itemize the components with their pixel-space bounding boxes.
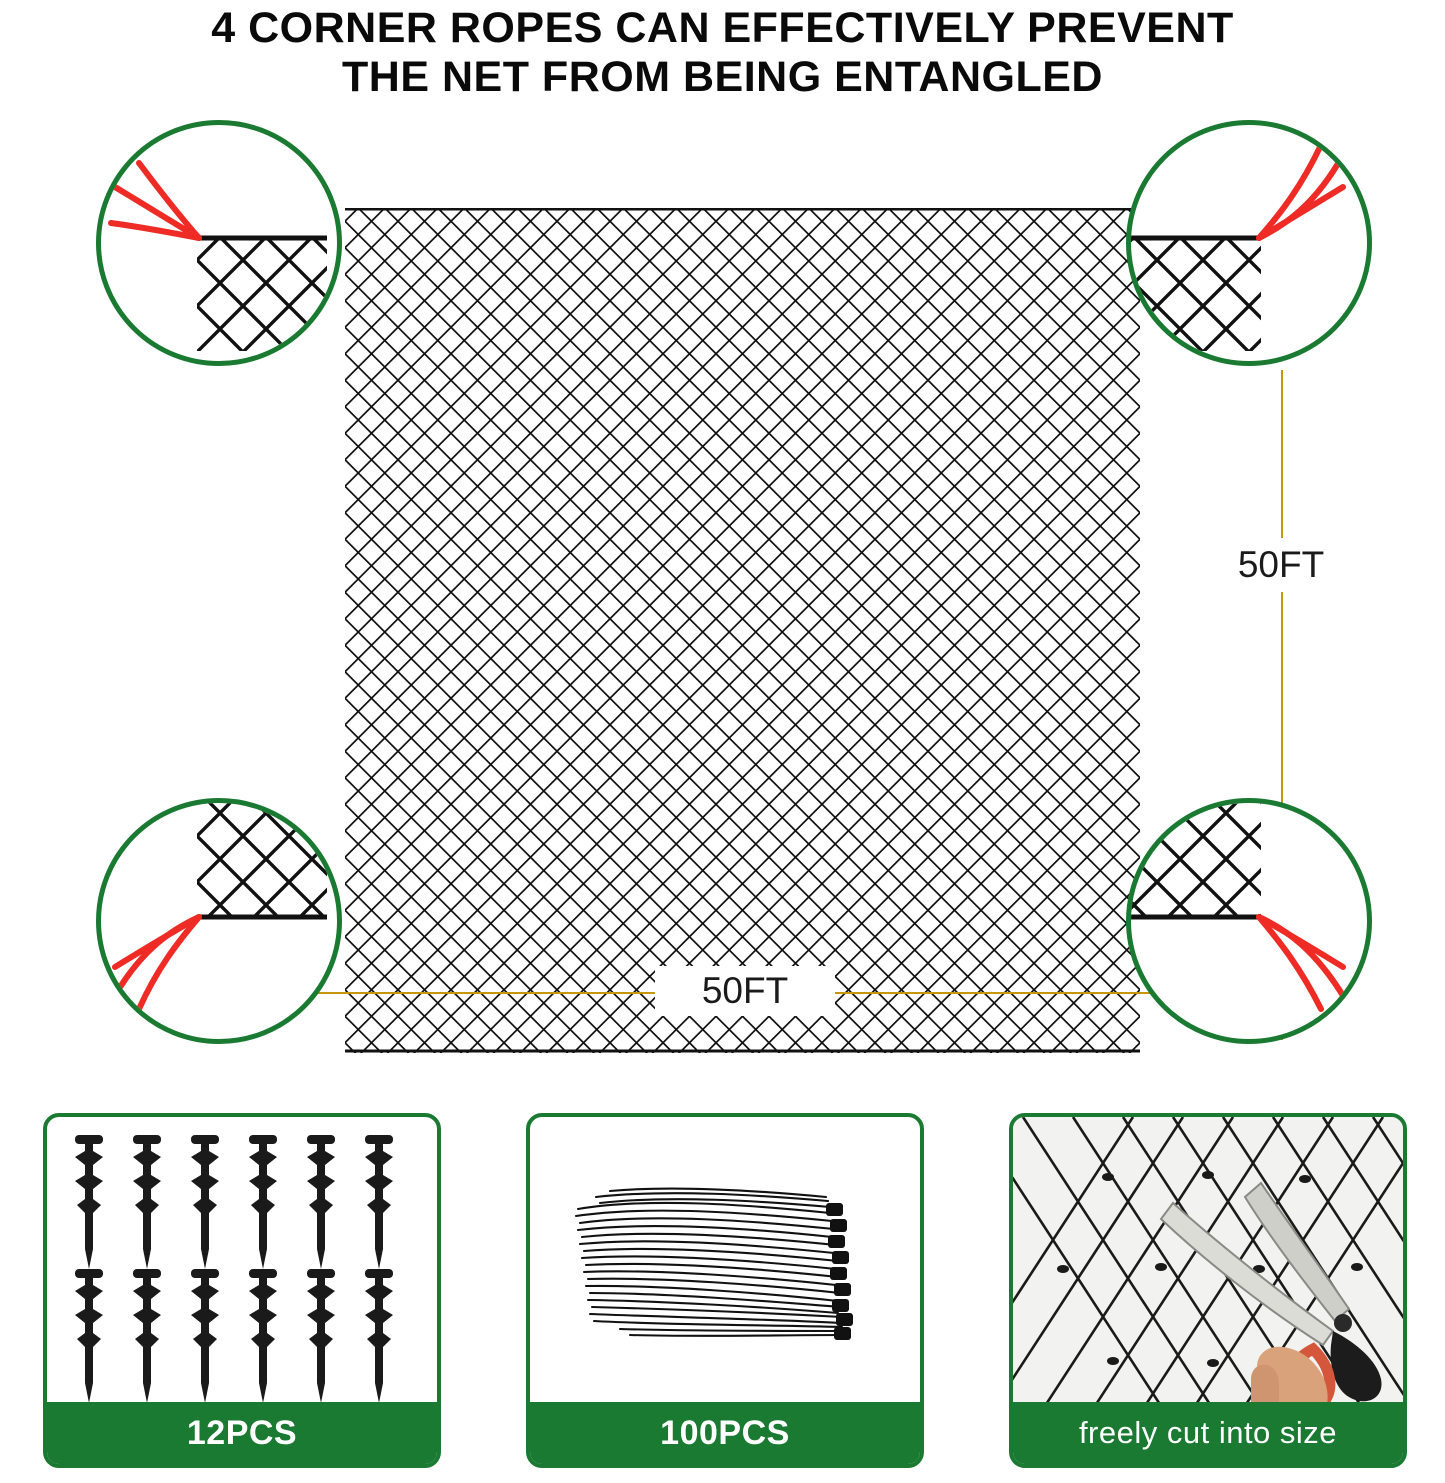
page-title-line-1: 4 CORNER ROPES CAN EFFECTIVELY PREVENT [211,4,1234,52]
panel-zip-ties-caption: 100PCS [530,1402,920,1464]
corner-rope-detail-bottom-left [96,798,342,1044]
net-mesh-illustration [345,208,1140,1053]
zip-ties-image [530,1117,920,1407]
panel-stakes[interactable] [43,1113,441,1468]
scissors-cutting-net-image [1013,1117,1403,1409]
panel-stakes-caption: 12PCS [47,1402,437,1464]
panel-zip-ties[interactable] [526,1113,924,1468]
accessory-panels [0,1113,1445,1473]
page-title [0,0,1445,102]
panel-cut-to-size-caption: freely cut into size [1013,1402,1403,1464]
page-title-line-2: THE NET FROM BEING ENTANGLED [342,53,1103,101]
dimension-label-horizontal: 50FT [655,966,835,1016]
stakes-image [47,1117,437,1407]
panel-cut-to-size[interactable] [1009,1113,1407,1468]
dimension-label-vertical: 50FT [1216,538,1346,592]
corner-rope-detail-bottom-right [1126,798,1372,1044]
net-diagram [0,108,1445,1088]
corner-rope-detail-top-right [1126,120,1372,366]
corner-rope-detail-top-left [96,120,342,366]
